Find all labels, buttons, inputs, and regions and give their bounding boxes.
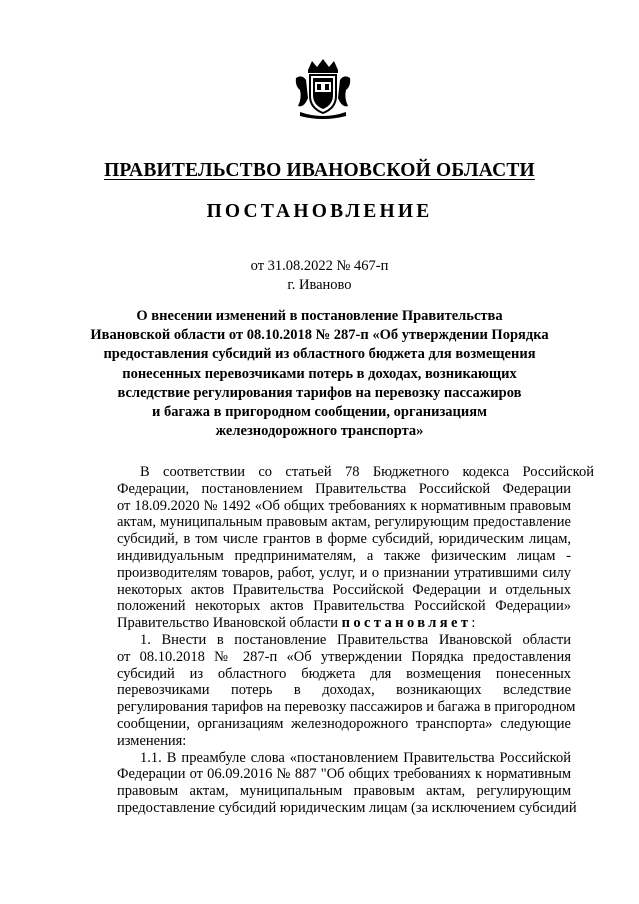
body-line: положений некоторых актов Правительства Российской Федерации» [117,598,571,615]
document-body [117,464,594,817]
document-type-heading: ПОСТАНОВЛЕНИЕ [206,201,433,222]
subject-line: и багажа в пригородном сообщении, организациям [151,404,487,421]
document-date-number: от 31.08.2022 № 467-п [250,258,389,274]
body-line: Федерации, постановлением Правительства Российской Федерации [117,480,571,497]
body-line: от 18.09.2020 № 1492 «Об общих требованиях к нормативным правовым [117,497,571,514]
body-line: производителям товаров, работ, услуг, и о признании утратившими силу [117,564,571,581]
subject-line: Ивановской области от 08.10.2018 № 287-п «Об утверждении Порядка [90,327,549,344]
organization-title: ПРАВИТЕЛЬСТВО ИВАНОВСКОЙ ОБЛАСТИ [104,160,535,181]
resolves-suffix: : [471,615,476,632]
item-1-line: изменения: [117,732,187,749]
item-1-1-line: правовым актам, муниципальным правовым актам, регулирующим [117,783,571,800]
body-line: некоторых актов Правительства Российской Федерации и отдельных [117,581,571,598]
item-1-line: перевозчиками потерь в доходах, возникающих вследствие [117,682,571,699]
subject-line: понесенных перевозчиками потерь в доходах, возникающих [122,365,517,382]
resolves-prefix: Правительство Ивановской области [117,615,342,632]
item-1-1-line: Федерации от 06.09.2016 № 887 "Об общих требованиях к нормативным [117,766,571,783]
item-1-line: сообщении, организациям железнодорожного транспорта» следующие [117,715,571,732]
item-1-line: регулирования тарифов на перевозку пассажиров и багажа в пригородном [117,699,576,716]
item-1-line: субсидий из областного бюджета для возмещения понесенных [117,665,571,682]
item-1-1-line: 1.1. В преамбуле слова «постановлением Правительства Российской [140,749,571,766]
document-city: г. Иваново [287,277,352,293]
subject-line: железнодорожного транспорта» [215,423,424,440]
resolves-line [117,615,571,632]
item-1-line: 1. Внести в постановление Правительства Ивановской области [140,631,571,648]
body-line: индивидуальным предпринимателям, а также физическим лицам - [117,547,571,564]
document-subject [78,307,561,441]
item-1-line: от 08.10.2018 № 287-п «Об утверждении Порядка предоставления [117,648,571,665]
body-line: актам, муниципальным правовым актам, регулирующим предоставление [117,514,571,531]
resolves-word: постановляет [341,615,472,632]
body-line: субсидий, в том числе грантов в форме субсидий, юридическим лицам, [117,531,571,548]
subject-line: вследствие регулирования тарифов на перевозку пассажиров [117,384,522,401]
subject-line: предоставления субсидий из областного бюджета для возмещения [103,346,536,363]
coat-of-arms-icon [292,58,354,120]
body-line: В соответствии со статьей 78 Бюджетного кодекса Российской [140,464,594,480]
item-1-1-line: предоставление субсидий юридическим лицам (за исключением субсидий [117,799,577,816]
subject-line: О внесении изменений в постановление Правительства [136,308,503,324]
